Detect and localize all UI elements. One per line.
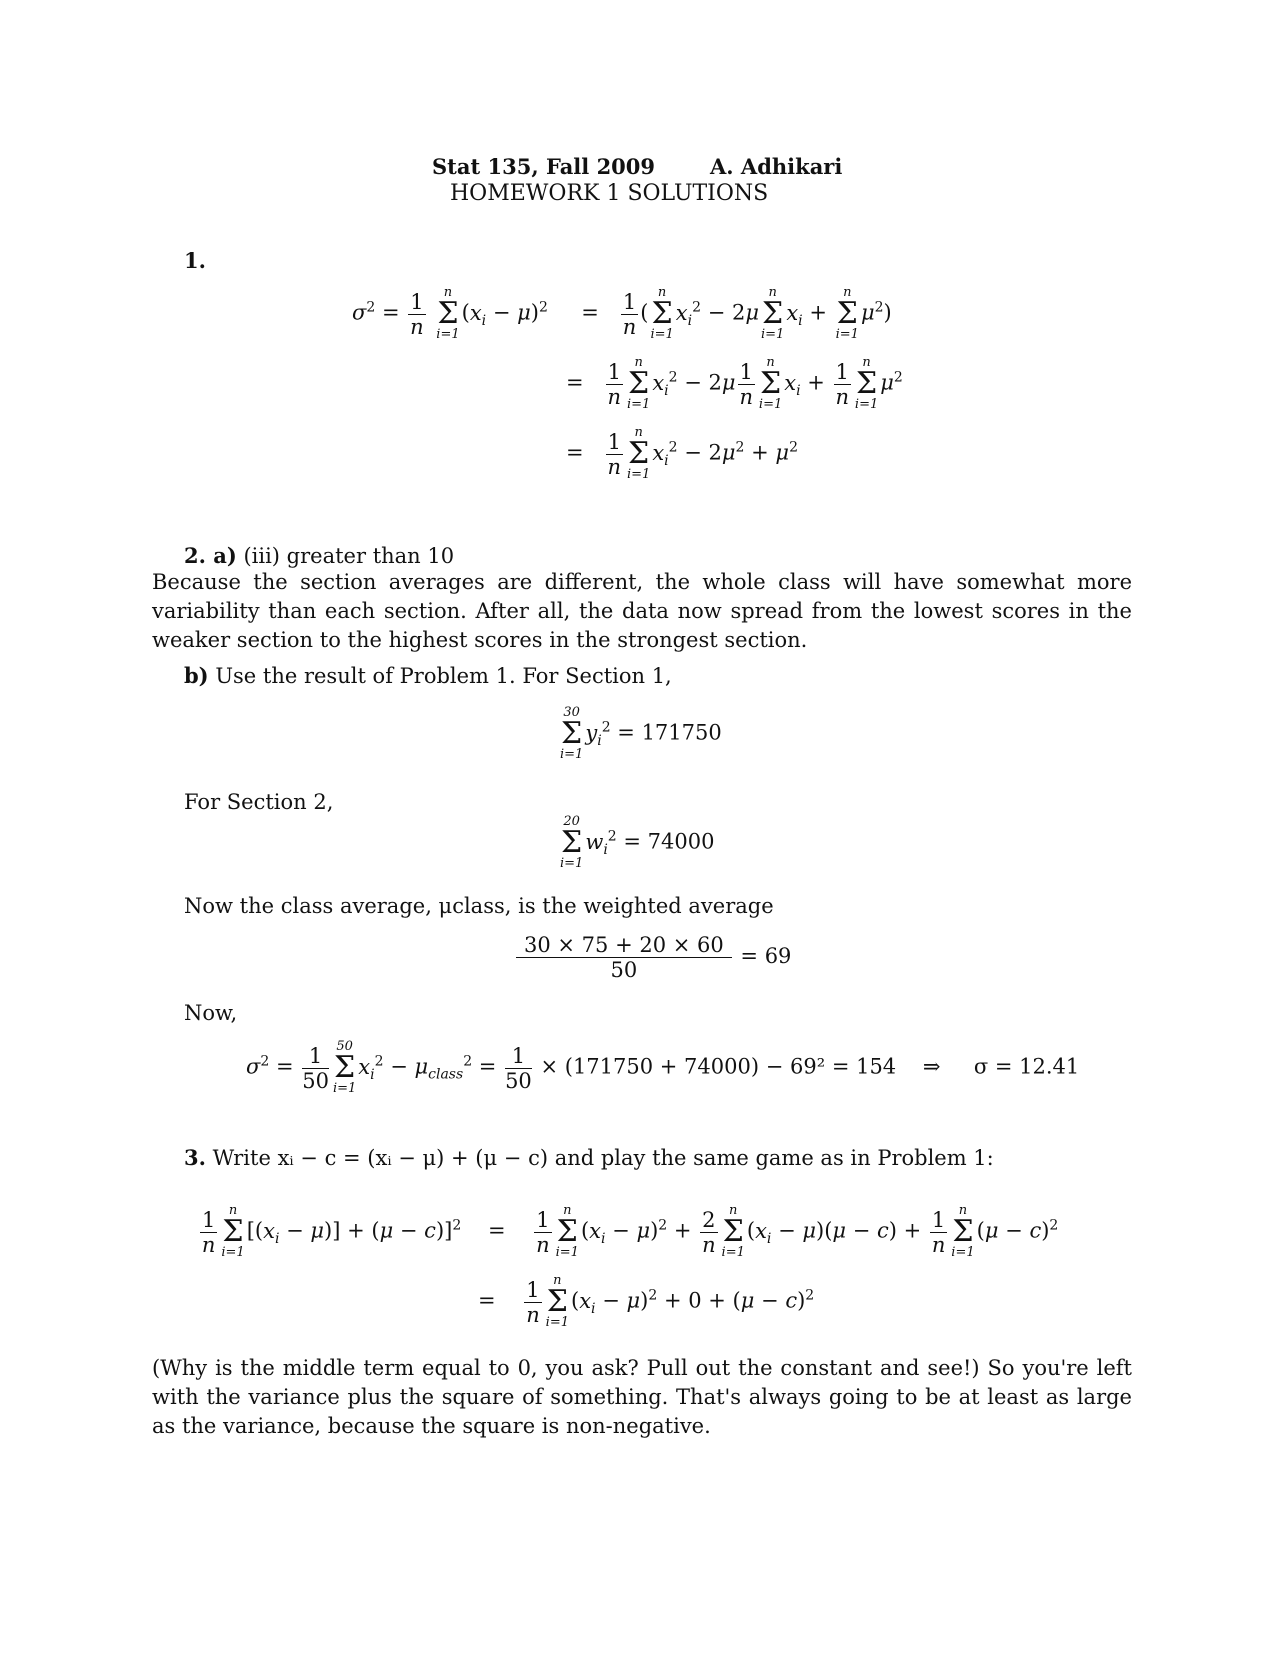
problem-2a-label: 2. a) <box>184 543 237 568</box>
class-average-intro: Now the class average, μclass, is the weighted average <box>184 894 774 918</box>
equation-class-average <box>514 933 791 982</box>
problem-3-intro: Write xᵢ − c = (xᵢ − μ) + (μ − c) and play the same game as in Problem 1: <box>212 1146 994 1170</box>
section-2-intro: For Section 2, <box>184 790 334 814</box>
final-computation: × (171750 + 74000) − 69² = 154 <box>540 1054 897 1079</box>
problem-2b-label: b) <box>184 663 209 688</box>
problem-3-label: 3. <box>184 1145 206 1170</box>
problem-2b-heading <box>184 665 672 687</box>
average-denominator: 50 <box>610 958 638 982</box>
average-numerator: 30 × 75 + 20 × 60 <box>516 933 732 958</box>
final-sigma-value: σ = 12.41 <box>973 1054 1080 1079</box>
problem-3-heading <box>184 1147 994 1169</box>
problem-1-number: 1. <box>184 248 206 273</box>
problem-2b-text: Use the result of Problem 1. For Section 1, <box>215 664 672 688</box>
author-name: A. Adhikari <box>710 154 843 179</box>
equation-3-line-2: = $\frac{1}{n}$ n Σ i=1 $(x_i - \mu)^2 + 0 + (\mu - c)^2$ <box>478 1273 815 1330</box>
problem-3-conclusion: (Why is the middle term equal to 0, you ask? Pull out the constant and see!) So you're left with the variance plus the square of something. That's always going to be at least as large as the variance, because the square is non-negative. <box>152 1356 1132 1438</box>
equation-1-line-3: = $\frac{1}{n}$ n Σ i=1 $x_i^2 - 2\mu^2 + \mu^2$ <box>566 425 798 482</box>
course-title: Stat 135, Fall 2009 <box>432 154 656 179</box>
equation-section-2: 20 Σ i=1 $w_i^2 = 74000$ <box>560 814 715 871</box>
problem-2a-answer: (iii) greater than 10 <box>243 544 455 568</box>
document-title: HOMEWORK 1 SOLUTIONS <box>450 181 769 206</box>
implies-arrow: ⇒ <box>922 1054 941 1079</box>
section-2-result: = 74000 <box>623 829 715 854</box>
average-result: = 69 <box>740 944 792 968</box>
now-label: Now, <box>184 1001 238 1025</box>
problem-2a-heading <box>184 545 454 567</box>
equation-1-line-1: $\sigma^2$ = $\frac{1}{n}$ n Σ i=1 $(x_i - \mu)^2$ = $\frac{1}{n}$ ( n Σ i=1 $x_i^2 - 2\mu$ n Σ i=1 $x_i$ + n Σ i=1 $\mu^2$) <box>352 285 892 342</box>
equation-section-1: 30 Σ i=1 $y_i^2 = 171750$ <box>560 705 722 762</box>
problem-2a-explanation: Because the section averages are different, the whole class will have somewhat more variability than each section. After all, the data now spread from the lowest scores in the weaker section to the highest scores in the strongest section. <box>152 570 1132 652</box>
equation-final-sigma: $\sigma^2$ = $\frac{1}{50}$ 50 Σ i=1 $x_i^2 - \mu_{class}^2$ = $\frac{1}{50}$ × (171750 + 74000) − 69² = 154 ⇒ σ = 12.41 <box>246 1039 1080 1096</box>
section-1-result: = 171750 <box>617 720 722 745</box>
equation-1-line-2: = $\frac{1}{n}$ n Σ i=1 $x_i^2 - 2\mu$ $\frac{1}{n}$ n Σ i=1 $x_i$ + $\frac{1}{n}$ n Σ i=1 $\mu^2$ <box>566 355 903 412</box>
equation-3-line-1: $\frac{1}{n}$ n Σ i=1 $[(x_i - \mu)] + (\mu - c)]^2$ = $\frac{1}{n}$ n Σ i=1 $(x_i - \mu)^2$ + $\frac{2}{n}$ n Σ i=1 $(x_i - \mu)(\mu - c)$ + $\frac{1}{n}$ n Σ i=1 $(\mu - c)^2$ <box>201 1203 1059 1260</box>
